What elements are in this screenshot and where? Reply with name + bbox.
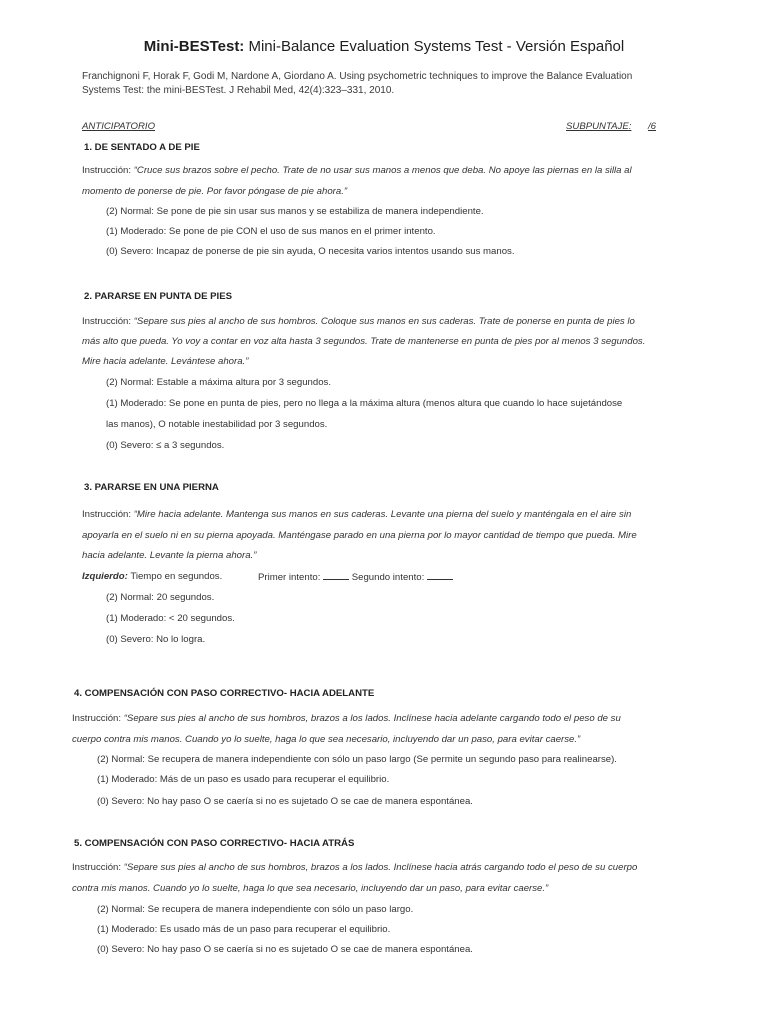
item-3-instruction-line (82, 509, 631, 520)
instruction-text: “Separe sus pies al ancho de sus hombros, brazos a los lados. Inclínese hacia atrás cargando todo el peso de su cuerpo (123, 862, 638, 873)
item-4-instruction-line (72, 713, 621, 724)
item-2-instruction-line: más alto que pueda. Yo voy a contar en voz alta hasta 3 segundos. Trate de mantenerse en punta de pies por al menos 3 segundos. (82, 336, 646, 347)
reference-line-2: Systems Test: the mini-BESTest. J Rehabil Med, 42(4):323–331, 2010. (82, 85, 395, 96)
item-4-score: (2) Normal: Se recupera de manera independiente con sólo un paso largo (Se permite un segundo paso para realinearse). (97, 754, 617, 765)
subscore-label: SUBPUNTAJE: (566, 121, 632, 132)
section-title: ANTICIPATORIO (82, 121, 156, 132)
item-2-score: (0) Severo: ≤ a 3 segundos. (106, 440, 225, 451)
instruction-label: Instrucción: (82, 509, 134, 520)
item-1-score: (0) Severo: Incapaz de ponerse de pie sin ayuda, O necesita varios intentos usando sus manos. (106, 246, 515, 257)
item-1-instruction-line (82, 165, 632, 176)
item-5-instruction-line: contra mis manos. Cuando yo lo suelte, haga lo que sea necesario, incluyendo dar un paso, para evitar caerse.” (72, 883, 549, 894)
second-attempt-label: Segundo intento: (349, 572, 427, 583)
item-3-score: (1) Moderado: < 20 segundos. (106, 613, 235, 624)
instruction-label: Instrucción: (82, 316, 134, 327)
item-3-score: (0) Severo: No lo logra. (106, 634, 206, 645)
instruction-text: “Cruce sus brazos sobre el pecho. Trate de no usar sus manos a menos que deba. No apoye las piernas en la silla al (133, 165, 632, 176)
item-3-instruction-line: apoyarla en el suelo ni en su pierna apoyada. Manténgase parado en una pierna por lo mayor cantidad de tiempo que pueda. Mire (82, 530, 637, 541)
item-5-score: (2) Normal: Se recupera de manera independiente con sólo un paso largo. (97, 904, 414, 915)
item-1-instruction-line: momento de ponerse de pie. Por favor póngase de pie ahora.” (82, 186, 348, 197)
attempts (258, 571, 453, 583)
item-3-left-trial-line (82, 571, 222, 582)
first-attempt-field[interactable] (323, 571, 349, 580)
left-text: Tiempo en segundos. (127, 571, 223, 582)
item-2-score: (1) Moderado: Se pone en punta de pies, pero no llega a la máxima altura (menos altura que cuando lo hace sujetándose (106, 398, 623, 409)
item-4-heading: 4. COMPENSACIÓN CON PASO CORRECTIVO- HACIA ADELANTE (74, 688, 375, 699)
item-5-heading: 5. COMPENSACIÓN CON PASO CORRECTIVO- HACIA ATRÁS (74, 838, 355, 849)
item-4-instruction-line: cuerpo contra mis manos. Cuando yo lo suelte, haga lo que sea necesario, incluyendo dar un paso, para evitar caerse.” (72, 734, 581, 745)
instruction-label: Instrucción: (72, 713, 124, 724)
item-3-instruction-line: hacia adelante. Levante la pierna ahora.” (82, 550, 257, 561)
page-title (0, 38, 768, 55)
first-attempt-label: Primer intento: (258, 572, 324, 583)
second-attempt-field[interactable] (427, 571, 453, 580)
instruction-text: “Separe sus pies al ancho de sus hombros, brazos a los lados. Inclínese hacia adelante cargando todo el peso de su (123, 713, 621, 724)
title-rest: Mini-Balance Evaluation Systems Test - Versión Español (244, 38, 625, 55)
item-5-instruction-line (72, 862, 637, 873)
item-5-score: (0) Severo: No hay paso O se caería si no es sujetado O se cae de manera espontánea. (97, 944, 473, 955)
title-bold: Mini-BESTest: (143, 38, 245, 55)
instruction-text: “Mire hacia adelante. Mantenga sus manos en sus caderas. Levante una pierna del suelo y manténgala en el aire sin (133, 509, 632, 520)
item-1-heading: 1. DE SENTADO A DE PIE (84, 142, 200, 153)
instruction-text: “Separe sus pies al ancho de sus hombros. Coloque sus manos en sus caderas. Trate de ponerse en punta de pies lo (133, 316, 635, 327)
item-3-score: (2) Normal: 20 segundos. (106, 592, 215, 603)
item-2-instruction-line (82, 316, 635, 327)
subscore-max: /6 (648, 121, 657, 132)
item-1-score: (2) Normal: Se pone de pie sin usar sus manos y se estabiliza de manera independiente. (106, 206, 484, 217)
instruction-label: Instrucción: (72, 862, 124, 873)
item-2-instruction-line: Mire hacia adelante. Levántese ahora.” (82, 356, 249, 367)
reference (82, 70, 682, 98)
item-2-heading: 2. PARARSE EN PUNTA DE PIES (84, 291, 233, 302)
item-3-heading: 3. PARARSE EN UNA PIERNA (84, 482, 219, 493)
item-2-score: (2) Normal: Estable a máxima altura por 3 segundos. (106, 377, 332, 388)
reference-line-1: Franchignoni F, Horak F, Godi M, Nardone A, Giordano A. Using psychometric techniques to improve the Balance Evaluation (82, 71, 633, 82)
left-label: Izquierdo: (82, 571, 128, 582)
item-2-score: las manos), O notable inestabilidad por 3 segundos. (106, 419, 328, 430)
item-1-score: (1) Moderado: Se pone de pie CON el uso de sus manos en el primer intento. (106, 226, 436, 237)
instruction-label: Instrucción: (82, 165, 134, 176)
item-5-score: (1) Moderado: Es usado más de un paso para recuperar el equilibrio. (97, 924, 391, 935)
item-4-score: (1) Moderado: Más de un paso es usado para recuperar el equilibrio. (97, 774, 390, 785)
item-4-score: (0) Severo: No hay paso O se caería si no es sujetado O se cae de manera espontánea. (97, 796, 473, 807)
